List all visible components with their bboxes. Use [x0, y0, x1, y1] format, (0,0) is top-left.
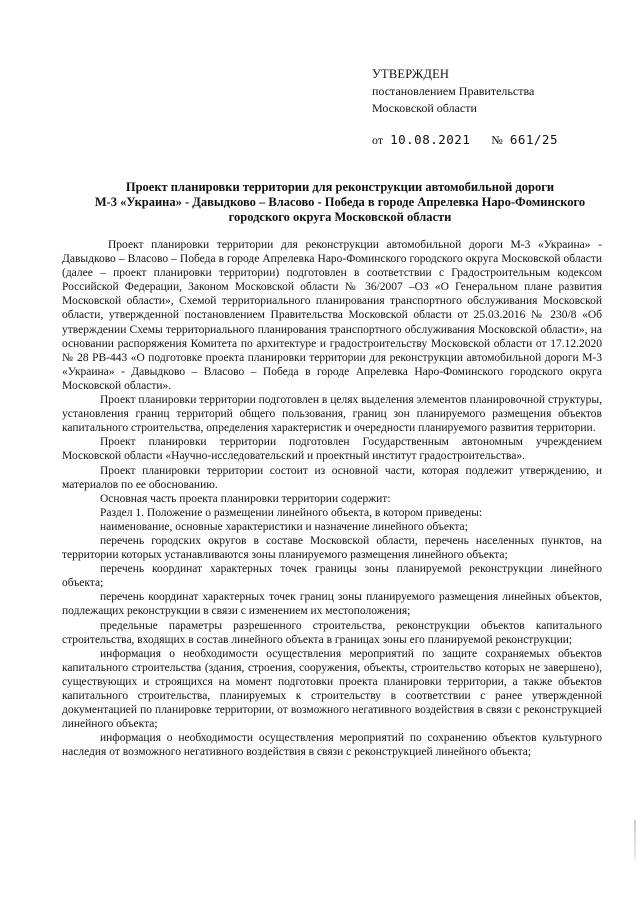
body-paragraph: перечень городских округов в составе Московской области, перечень населенных пунктов, на территории которых устанавливаются зоны планируемого размещения линейного объекта;: [62, 534, 602, 562]
body-paragraph: Раздел 1. Положение о размещении линейного объекта, в котором приведены:: [100, 506, 483, 519]
document-body: [62, 238, 602, 759]
approval-stamp: [372, 66, 534, 117]
body-paragraph: наименование, основные характеристики и назначение линейного объекта;: [100, 520, 468, 533]
body-paragraph: Проект планировки территории для реконструкции автомобильной дороги М-3 «Украина» - Давыдково – Власово – Победа в городе Апрелевка Наро-Фоминского городского округа Московской области (далее – проект планировки территории) подготовлен в соответствии с Градостроительным кодексом Российской Федерации, Законом Московской области № 36/2007 –ОЗ «О Генеральном плане развития Московской области», Схемой территориального планирования транспортного обслуживания Московской области, утвержденной постановлением Правительства Московской области от 25.03.2016 № 230/8 «Об утверждении Схемы территориального планирования транспортного обслуживания Московской области», на основании распоряжения Комитета по архитектуре и градостроительству Московской области от 17.12.2020 № 28 РВ-443 «О подготовке проекта планировки территории для реконструкции автомобильной дороги М-3 «Украина» - Давыдково – Власово – Победа в городе Апрелевка Наро-Фоминского городского округа Московской области».: [62, 239, 602, 392]
document-title: [60, 180, 620, 225]
body-paragraph: предельные параметры разрешенного строительства, реконструкции объектов капитального строительства, входящих в состав линейного объекта в границах зоны его планируемой реконструкции;: [62, 619, 602, 646]
body-paragraph: Проект планировки территории подготовлен в целях выделения элементов планировочной структуры, установления границ территорий общего пользования, границ зон планируемого размещения объектов капитального строительства, определения характеристик и очередности планируемого развития территории.: [62, 394, 602, 435]
scan-artifact: [634, 820, 636, 860]
title-line-1: Проект планировки территории для реконструкции автомобильной дороги: [125, 180, 555, 194]
body-paragraph: Проект планировки территории состоит из основной части, которая подлежит утверждению, и материалов по ее обоснованию.: [62, 464, 602, 491]
title-line-3: городского округа Московской области: [228, 210, 452, 224]
approval-heading: УТВЕРЖДЕН: [372, 67, 450, 81]
number-prefix: №: [491, 133, 503, 147]
title-line-2: М-3 «Украина» - Давыдково – Власово - Победа в городе Апрелевка Наро-Фоминского: [94, 195, 586, 209]
approval-line-1: постановлением Правительства: [372, 84, 535, 98]
date-prefix: от: [372, 133, 384, 147]
approval-date-number: [372, 132, 558, 148]
approval-line-2: Московской области: [372, 101, 477, 115]
body-paragraph: перечень координат характерных точек границы зоны планируемой реконструкции линейного объекта;: [62, 563, 602, 590]
body-paragraph: информация о необходимости осуществления мероприятий по защите сохраняемых объектов капитального строительства (здания, строения, сооружения, объекты, строительство которых не завершено), существующих и строящихся на момент подготовки проекта планировки территории, а также объектов капитального строительства, планируемых к строительству в соответствии с ранее утвержденной документацией по планировке территории, от возможного негативного воздействия в связи с реконструкцией линейного объекта;: [62, 647, 602, 731]
body-paragraph: информация о необходимости осуществления мероприятий по сохранению объектов культурного наследия от возможного негативного воздействия в связи с реконструкцией линейного объекта;: [62, 732, 602, 759]
body-paragraph: перечень координат характерных точек границ зоны планируемого размещения линейных объектов, подлежащих реконструкции в связи с изменением их местоположения;: [62, 591, 602, 618]
body-paragraph: Основная часть проекта планировки территории содержит:: [100, 492, 391, 505]
body-paragraph: Проект планировки территории подготовлен Государственным автономным учреждением Московской области «Научно-исследовательский и проектный институт градостроительства».: [62, 436, 602, 463]
approval-date: 10.08.2021: [390, 132, 471, 147]
approval-number: 661/25: [509, 132, 558, 147]
